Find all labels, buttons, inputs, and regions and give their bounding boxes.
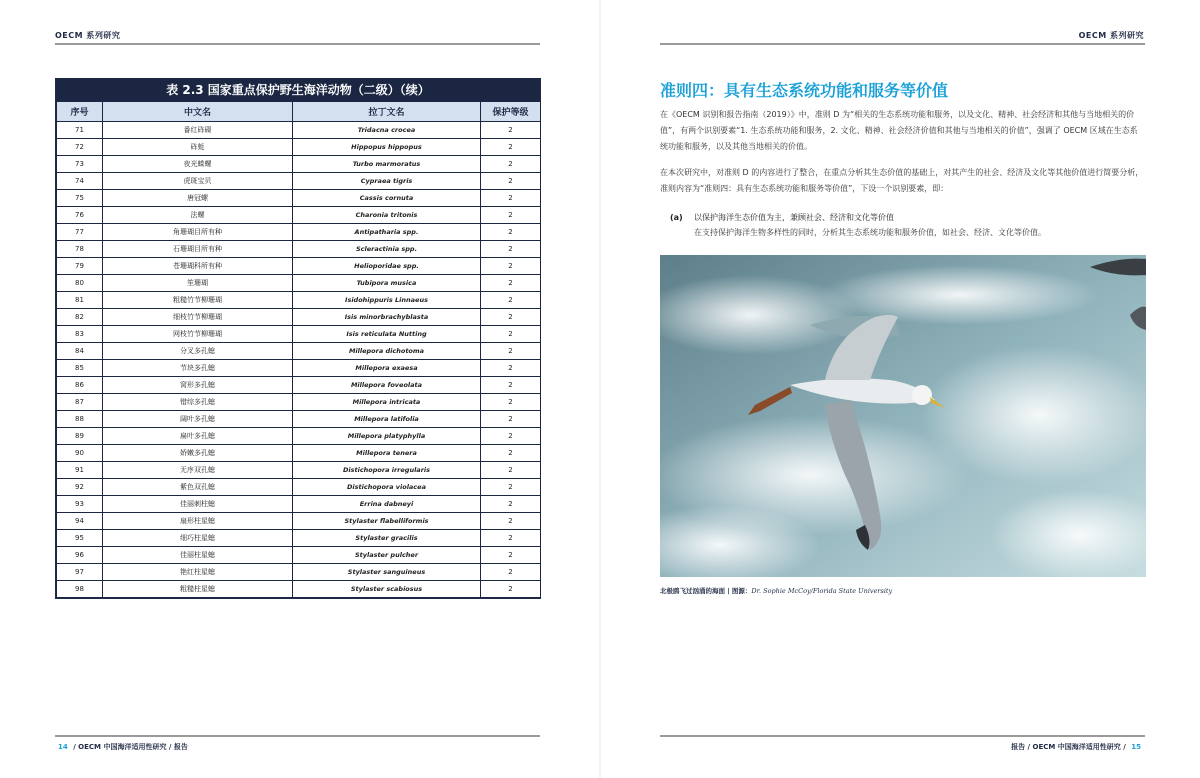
running-head-left: OECM 系列研究 bbox=[55, 31, 121, 40]
table-header-row bbox=[57, 102, 541, 122]
cell-latin-name: Charonia tritonis bbox=[293, 207, 481, 224]
cell-protection-level: 2 bbox=[481, 564, 541, 581]
cell-index: 80 bbox=[57, 275, 103, 292]
cell-protection-level: 2 bbox=[481, 530, 541, 547]
table-row bbox=[57, 564, 541, 581]
cell-latin-name: Millepora foveolata bbox=[293, 377, 481, 394]
footer-left bbox=[55, 742, 188, 752]
cell-index: 87 bbox=[57, 394, 103, 411]
table-row bbox=[57, 360, 541, 377]
cell-chinese-name: 虎斑宝贝 bbox=[103, 173, 293, 190]
paragraph-2: 在本次研究中，对准则 D 的内容进行了整合，在重点分析其生态价值的基础上，对其产生的社会、经济及文化等其他价值进行简要分析，准则内容为“准则四：具有生态系统功能和服务等价值”，下设一个识别要素，即： bbox=[660, 168, 1144, 193]
cell-index: 90 bbox=[57, 445, 103, 462]
table-row bbox=[57, 275, 541, 292]
cell-chinese-name: 唐冠螺 bbox=[103, 190, 293, 207]
cell-protection-level: 2 bbox=[481, 190, 541, 207]
table-row bbox=[57, 394, 541, 411]
cell-index: 91 bbox=[57, 462, 103, 479]
footer-text: 报告 / OECM 中国海洋适用性研究 / bbox=[1011, 743, 1126, 751]
cell-latin-name: Cassis cornuta bbox=[293, 190, 481, 207]
table-row bbox=[57, 343, 541, 360]
cell-protection-level: 2 bbox=[481, 309, 541, 326]
cell-chinese-name: 粗糙柱星螅 bbox=[103, 581, 293, 598]
cell-latin-name: Stylaster pulcher bbox=[293, 547, 481, 564]
cell-chinese-name: 砗蚝 bbox=[103, 139, 293, 156]
cell-protection-level: 2 bbox=[481, 513, 541, 530]
cell-latin-name: Turbo marmoratus bbox=[293, 156, 481, 173]
cell-protection-level: 2 bbox=[481, 224, 541, 241]
table-row bbox=[57, 156, 541, 173]
table-row bbox=[57, 258, 541, 275]
header-rule bbox=[660, 43, 1145, 45]
photo-caption bbox=[660, 586, 892, 595]
cell-latin-name: Isis reticulata Nutting bbox=[293, 326, 481, 343]
cell-latin-name: Millepora tenera bbox=[293, 445, 481, 462]
cell-index: 85 bbox=[57, 360, 103, 377]
cell-chinese-name: 番红砗磲 bbox=[103, 122, 293, 139]
cell-chinese-name: 窝形多孔螅 bbox=[103, 377, 293, 394]
cell-chinese-name: 粗糙竹节柳珊瑚 bbox=[103, 292, 293, 309]
page-number: 15 bbox=[1131, 743, 1141, 751]
cell-protection-level: 2 bbox=[481, 326, 541, 343]
cell-index: 92 bbox=[57, 479, 103, 496]
table-row bbox=[57, 462, 541, 479]
cell-index: 79 bbox=[57, 258, 103, 275]
table-row bbox=[57, 207, 541, 224]
table-row bbox=[57, 292, 541, 309]
caption-credit: Dr. Sophie McCoy/Florida State University bbox=[751, 587, 893, 595]
cell-protection-level: 2 bbox=[481, 445, 541, 462]
cell-chinese-name: 扁叶多孔螅 bbox=[103, 428, 293, 445]
cell-latin-name: Millepora platyphylla bbox=[293, 428, 481, 445]
table-row bbox=[57, 139, 541, 156]
cell-latin-name: Stylaster flabelliformis bbox=[293, 513, 481, 530]
seagull-photo bbox=[660, 255, 1146, 577]
cell-latin-name: Distichopora irregularis bbox=[293, 462, 481, 479]
table-row bbox=[57, 224, 541, 241]
cell-chinese-name: 阔叶多孔螅 bbox=[103, 411, 293, 428]
cell-protection-level: 2 bbox=[481, 394, 541, 411]
cell-latin-name: Stylaster scabiosus bbox=[293, 581, 481, 598]
cell-index: 81 bbox=[57, 292, 103, 309]
cell-latin-name: Scleractinia spp. bbox=[293, 241, 481, 258]
cell-protection-level: 2 bbox=[481, 377, 541, 394]
cell-protection-level: 2 bbox=[481, 496, 541, 513]
footer-rule bbox=[55, 735, 540, 737]
cell-index: 77 bbox=[57, 224, 103, 241]
table-row bbox=[57, 445, 541, 462]
table-row bbox=[57, 173, 541, 190]
footer-rule bbox=[660, 735, 1145, 737]
header-latin-name: 拉丁文名 bbox=[293, 102, 481, 122]
cell-protection-level: 2 bbox=[481, 207, 541, 224]
cell-chinese-name: 苍珊瑚科所有种 bbox=[103, 258, 293, 275]
cell-protection-level: 2 bbox=[481, 462, 541, 479]
table-row bbox=[57, 530, 541, 547]
table-row bbox=[57, 479, 541, 496]
cell-chinese-name: 艳红柱星螅 bbox=[103, 564, 293, 581]
cell-chinese-name: 细枝竹节柳珊瑚 bbox=[103, 309, 293, 326]
cell-latin-name: Hippopus hippopus bbox=[293, 139, 481, 156]
cell-index: 84 bbox=[57, 343, 103, 360]
cell-chinese-name: 网枝竹节柳珊瑚 bbox=[103, 326, 293, 343]
table-row bbox=[57, 428, 541, 445]
cell-latin-name: Errina dabneyi bbox=[293, 496, 481, 513]
table-row bbox=[57, 411, 541, 428]
cell-protection-level: 2 bbox=[481, 428, 541, 445]
cell-chinese-name: 法螺 bbox=[103, 207, 293, 224]
cell-latin-name: Stylaster sanguineus bbox=[293, 564, 481, 581]
cell-protection-level: 2 bbox=[481, 275, 541, 292]
cell-chinese-name: 笙珊瑚 bbox=[103, 275, 293, 292]
cell-index: 94 bbox=[57, 513, 103, 530]
cell-chinese-name: 佳丽刺柱螅 bbox=[103, 496, 293, 513]
table-row bbox=[57, 496, 541, 513]
caption-text: 北极鸥飞过汹涌的海面 | 图源： bbox=[660, 587, 752, 595]
cell-chinese-name: 角珊瑚目所有种 bbox=[103, 224, 293, 241]
cell-index: 88 bbox=[57, 411, 103, 428]
cell-chinese-name: 紫色双孔螅 bbox=[103, 479, 293, 496]
cell-index: 86 bbox=[57, 377, 103, 394]
cell-latin-name: Millepora intricata bbox=[293, 394, 481, 411]
protected-species-table bbox=[55, 78, 541, 599]
cell-chinese-name: 错综多孔螅 bbox=[103, 394, 293, 411]
cell-chinese-name: 节块多孔螅 bbox=[103, 360, 293, 377]
cell-latin-name: Isis minorbrachyblasta bbox=[293, 309, 481, 326]
cell-latin-name: Isidohippuris Linnaeus bbox=[293, 292, 481, 309]
cell-index: 82 bbox=[57, 309, 103, 326]
cell-protection-level: 2 bbox=[481, 241, 541, 258]
cell-index: 95 bbox=[57, 530, 103, 547]
cell-chinese-name: 分叉多孔螅 bbox=[103, 343, 293, 360]
cell-protection-level: 2 bbox=[481, 156, 541, 173]
cell-protection-level: 2 bbox=[481, 139, 541, 156]
cell-protection-level: 2 bbox=[481, 479, 541, 496]
cell-protection-level: 2 bbox=[481, 258, 541, 275]
cell-chinese-name: 扇形柱星螅 bbox=[103, 513, 293, 530]
cell-index: 78 bbox=[57, 241, 103, 258]
table-body bbox=[57, 122, 541, 598]
cell-chinese-name: 无序双孔螅 bbox=[103, 462, 293, 479]
cell-latin-name: Stylaster gracilis bbox=[293, 530, 481, 547]
species-table bbox=[56, 101, 541, 598]
cell-latin-name: Cypraea tigris bbox=[293, 173, 481, 190]
table-row bbox=[57, 326, 541, 343]
cell-chinese-name: 夜光蝾螺 bbox=[103, 156, 293, 173]
cell-latin-name: Millepora dichotoma bbox=[293, 343, 481, 360]
cell-protection-level: 2 bbox=[481, 411, 541, 428]
table-row bbox=[57, 377, 541, 394]
header-protection-level: 保护等级 bbox=[481, 102, 541, 122]
cell-latin-name: Tubipora musica bbox=[293, 275, 481, 292]
cell-chinese-name: 佳丽柱星螅 bbox=[103, 547, 293, 564]
header-chinese-name: 中文名 bbox=[103, 102, 293, 122]
header-index: 序号 bbox=[57, 102, 103, 122]
cell-index: 93 bbox=[57, 496, 103, 513]
table-row bbox=[57, 513, 541, 530]
criteria-item bbox=[670, 210, 1145, 240]
cell-index: 73 bbox=[57, 156, 103, 173]
running-head-right: OECM 系列研究 bbox=[1078, 31, 1144, 40]
cell-protection-level: 2 bbox=[481, 343, 541, 360]
cell-latin-name: Millepora exaesa bbox=[293, 360, 481, 377]
cell-chinese-name: 细巧柱星螅 bbox=[103, 530, 293, 547]
table-row bbox=[57, 122, 541, 139]
footer-right bbox=[1011, 742, 1144, 752]
section-title: 准则四：具有生态系统功能和服务等价值 bbox=[660, 81, 949, 100]
item-title: 以保护海洋生态价值为主，兼顾社会、经济和文化等价值 bbox=[694, 213, 894, 222]
item-marker: (a) bbox=[670, 213, 683, 222]
page-number: 14 bbox=[58, 743, 68, 751]
cell-chinese-name: 娇嫩多孔螅 bbox=[103, 445, 293, 462]
cell-chinese-name: 石珊瑚目所有种 bbox=[103, 241, 293, 258]
item-description: 在支持保护海洋生物多样性的同时，分析其生态系统功能和服务价值，如社会、经济、文化等价值。 bbox=[694, 228, 1046, 237]
cell-index: 74 bbox=[57, 173, 103, 190]
table-title: 表 2.3 国家重点保护野生海洋动物（二级）（续） bbox=[56, 79, 540, 101]
cell-latin-name: Antipatharia spp. bbox=[293, 224, 481, 241]
cell-index: 98 bbox=[57, 581, 103, 598]
cell-latin-name: Distichopora violacea bbox=[293, 479, 481, 496]
table-row bbox=[57, 581, 541, 598]
table-row bbox=[57, 241, 541, 258]
cell-latin-name: Tridacna crocea bbox=[293, 122, 481, 139]
cell-index: 83 bbox=[57, 326, 103, 343]
cell-protection-level: 2 bbox=[481, 360, 541, 377]
cell-protection-level: 2 bbox=[481, 122, 541, 139]
cell-index: 96 bbox=[57, 547, 103, 564]
cell-index: 75 bbox=[57, 190, 103, 207]
seagull-photo-image bbox=[660, 255, 1146, 577]
paragraph-1: 在《OECM 识别和报告指南（2019）》中，准则 D 为“相关的生态系统功能和服务，以及文化、精神、社会经济和其他与当地相关的价值”，有两个识别要素“1. 生态系统功能和服务，2. 文化、精神、社会经济价值和其他与当地相关的价值”，强调了 OECM 区域在生态系统功能和服务，以及其他当地相关的价值。 bbox=[660, 110, 1138, 151]
cell-protection-level: 2 bbox=[481, 173, 541, 190]
cell-protection-level: 2 bbox=[481, 547, 541, 564]
cell-index: 76 bbox=[57, 207, 103, 224]
cell-protection-level: 2 bbox=[481, 292, 541, 309]
footer-text: / OECM 中国海洋适用性研究 / 报告 bbox=[73, 743, 188, 751]
table-row bbox=[57, 547, 541, 564]
cell-index: 71 bbox=[57, 122, 103, 139]
header-rule bbox=[55, 43, 540, 45]
cell-latin-name: Millepora latifolia bbox=[293, 411, 481, 428]
cell-index: 72 bbox=[57, 139, 103, 156]
cell-protection-level: 2 bbox=[481, 581, 541, 598]
cell-index: 89 bbox=[57, 428, 103, 445]
table-row bbox=[57, 190, 541, 207]
table-row bbox=[57, 309, 541, 326]
cell-latin-name: Helioporidae spp. bbox=[293, 258, 481, 275]
cell-index: 97 bbox=[57, 564, 103, 581]
